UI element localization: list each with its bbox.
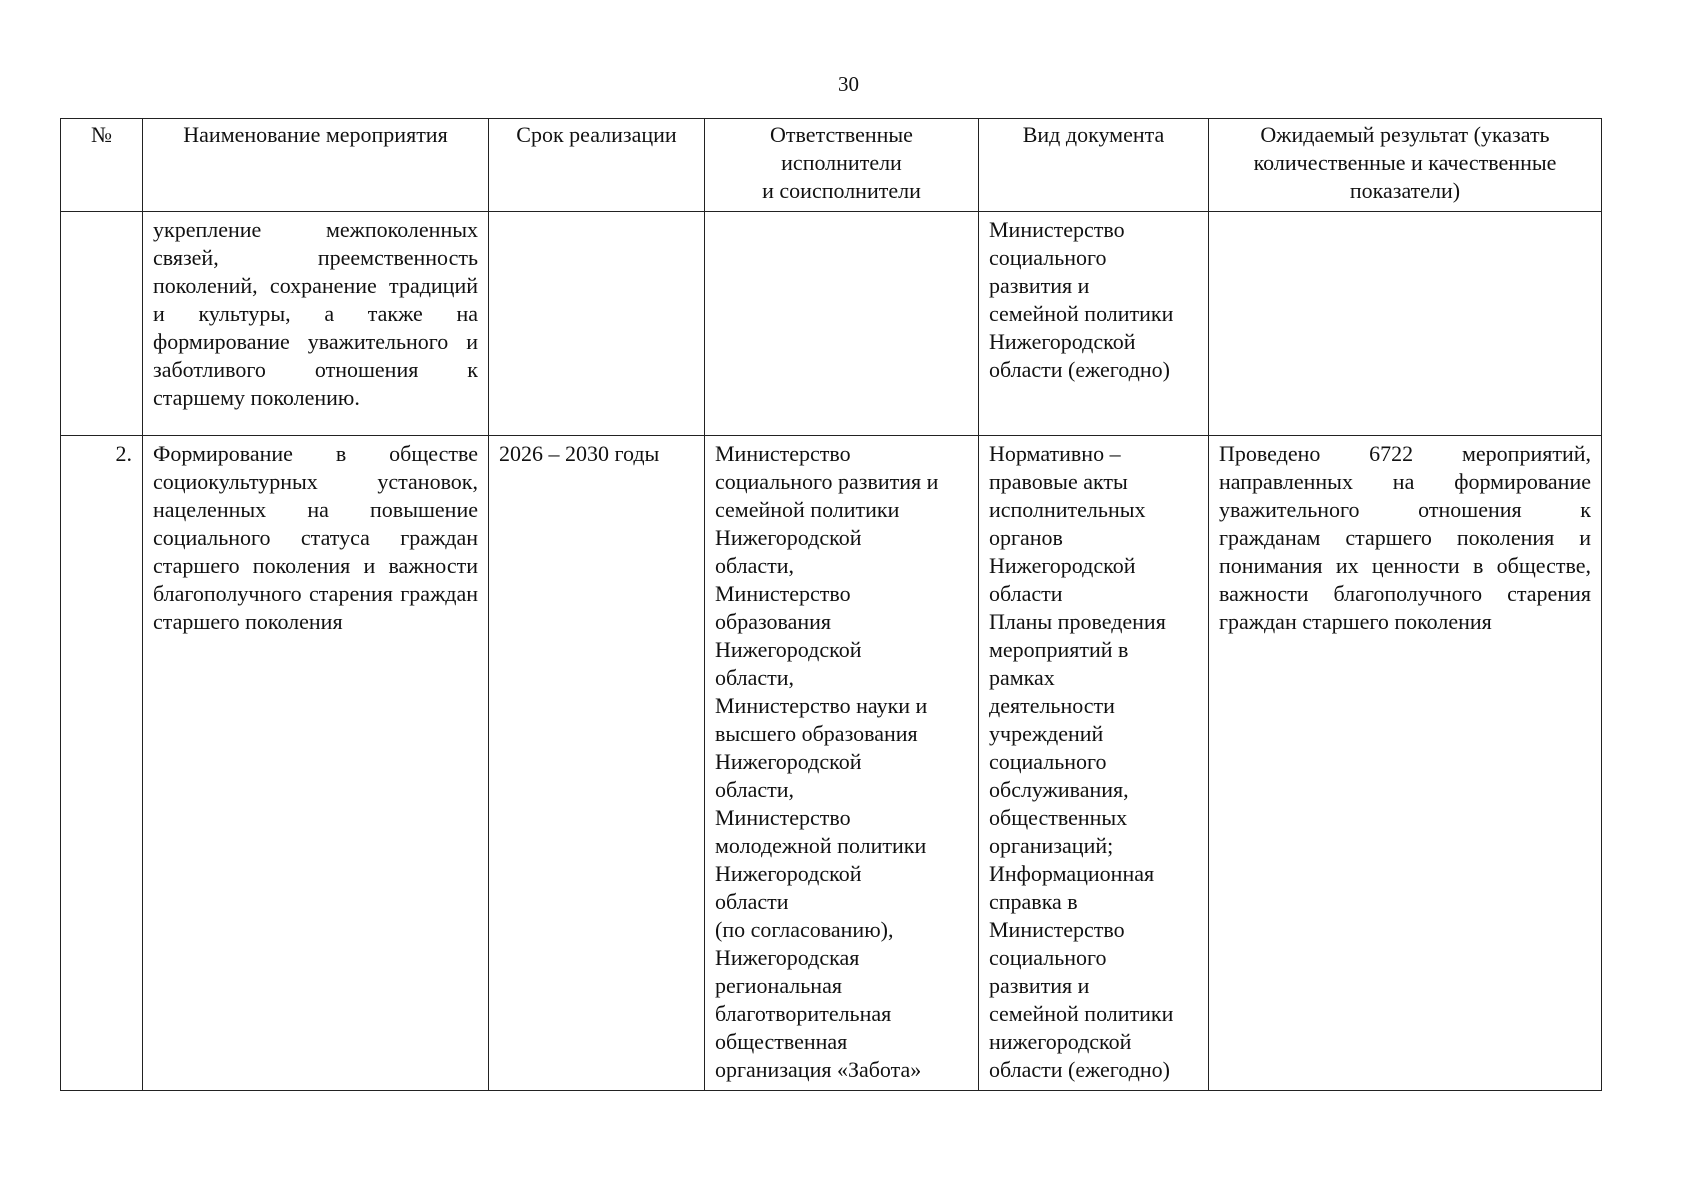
- responsible-line: области: [715, 889, 789, 914]
- document-line: социального: [989, 245, 1107, 270]
- responsible-line: организация «Забота»: [715, 1057, 922, 1082]
- header-responsible-line: Ответственные: [770, 122, 913, 147]
- responsible-line: высшего образования: [715, 721, 918, 746]
- document-line: Нормативно –: [989, 441, 1121, 466]
- document-line: Министерство: [989, 917, 1125, 942]
- row-event-name: Формирование в обществе социокультурных установок, нацеленных на повышение социального статуса граждан старшего поколения и важности благополучного старения граждан старшего поколения: [143, 436, 489, 1091]
- responsible-line: Министерство: [715, 581, 851, 606]
- document-line: организаций;: [989, 833, 1114, 858]
- document-line: нижегородской: [989, 1029, 1132, 1054]
- row-expected-result: Проведено 6722 мероприятий, направленных на формирование уважительного отношения к гражданам старшего поколения и понимания их ценности в обществе, важности благополучного старения граждан старшего поколения: [1209, 436, 1602, 1091]
- document-line: учреждений: [989, 721, 1104, 746]
- responsible-line: Министерство науки и: [715, 693, 928, 718]
- row-expected-result: [1209, 212, 1602, 436]
- document-line: области (ежегодно): [989, 357, 1170, 382]
- header-expected-result: Ожидаемый результат (указать количественные и качественные показатели): [1209, 119, 1602, 212]
- row-document-type: [979, 436, 1209, 1091]
- responsible-line: Нижегородская: [715, 945, 860, 970]
- row-term: [489, 212, 705, 436]
- document-line: мероприятий в: [989, 637, 1129, 662]
- document-line: области (ежегодно): [989, 1057, 1170, 1082]
- row-document-type: [979, 212, 1209, 436]
- document-line: Нижегородской: [989, 553, 1136, 578]
- row-number: 2.: [61, 436, 143, 1091]
- header-responsible-line: исполнители: [781, 150, 902, 175]
- row-responsible: [705, 436, 979, 1091]
- document-line: развития и: [989, 973, 1090, 998]
- row-event-name: укрепление межпоколенных связей, преемственность поколений, сохранение традиций и культуры, а также на формирование уважительного и заботливого отношения к старшему поколению.: [143, 212, 489, 436]
- document-line: семейной политики: [989, 1001, 1174, 1026]
- table-row: [61, 436, 1602, 1091]
- row-responsible: [705, 212, 979, 436]
- responsible-line: Нижегородской: [715, 749, 862, 774]
- responsible-line: Нижегородской: [715, 637, 862, 662]
- responsible-line: Нижегородской: [715, 525, 862, 550]
- document-line: социального: [989, 945, 1107, 970]
- document-line: Информационная: [989, 861, 1155, 886]
- document-line: исполнительных: [989, 497, 1146, 522]
- responsible-line: семейной политики: [715, 497, 900, 522]
- header-term: Срок реализации: [489, 119, 705, 212]
- table-header-row: [61, 119, 1602, 212]
- responsible-line: Нижегородской: [715, 861, 862, 886]
- responsible-line: социального развития и: [715, 469, 939, 494]
- header-number: №: [61, 119, 143, 212]
- document-line: деятельности: [989, 693, 1115, 718]
- document-line: социального: [989, 749, 1107, 774]
- row-number: [61, 212, 143, 436]
- document-line: общественных: [989, 805, 1128, 830]
- header-document-type: Вид документа: [979, 119, 1209, 212]
- responsible-line: области,: [715, 777, 795, 802]
- responsible-line: образования: [715, 609, 832, 634]
- document-line: Планы проведения: [989, 609, 1166, 634]
- header-responsible-line: и соисполнители: [762, 178, 921, 203]
- responsible-line: Министерство: [715, 805, 851, 830]
- document-line: Нижегородской: [989, 329, 1136, 354]
- responsible-line: (по согласованию),: [715, 917, 894, 942]
- responsible-line: благотворительная: [715, 1001, 892, 1026]
- action-plan-table: [60, 118, 1602, 1091]
- row-term: 2026 – 2030 годы: [489, 436, 705, 1091]
- document-line: семейной политики: [989, 301, 1174, 326]
- responsible-line: молодежной политики: [715, 833, 927, 858]
- responsible-line: области,: [715, 665, 795, 690]
- document-line: области: [989, 581, 1063, 606]
- page-number: 30: [838, 72, 859, 96]
- document-line: Министерство: [989, 217, 1125, 242]
- document-line: органов: [989, 525, 1063, 550]
- header-responsible: [705, 119, 979, 212]
- responsible-line: области,: [715, 553, 795, 578]
- document-line: развития и: [989, 273, 1090, 298]
- document-line: справка в: [989, 889, 1078, 914]
- responsible-line: общественная: [715, 1029, 848, 1054]
- document-line: рамках: [989, 665, 1055, 690]
- table-row: [61, 212, 1602, 436]
- document-line: обслуживания,: [989, 777, 1129, 802]
- header-event-name: Наименование мероприятия: [143, 119, 489, 212]
- responsible-line: Министерство: [715, 441, 851, 466]
- responsible-line: региональная: [715, 973, 842, 998]
- document-line: правовые акты: [989, 469, 1128, 494]
